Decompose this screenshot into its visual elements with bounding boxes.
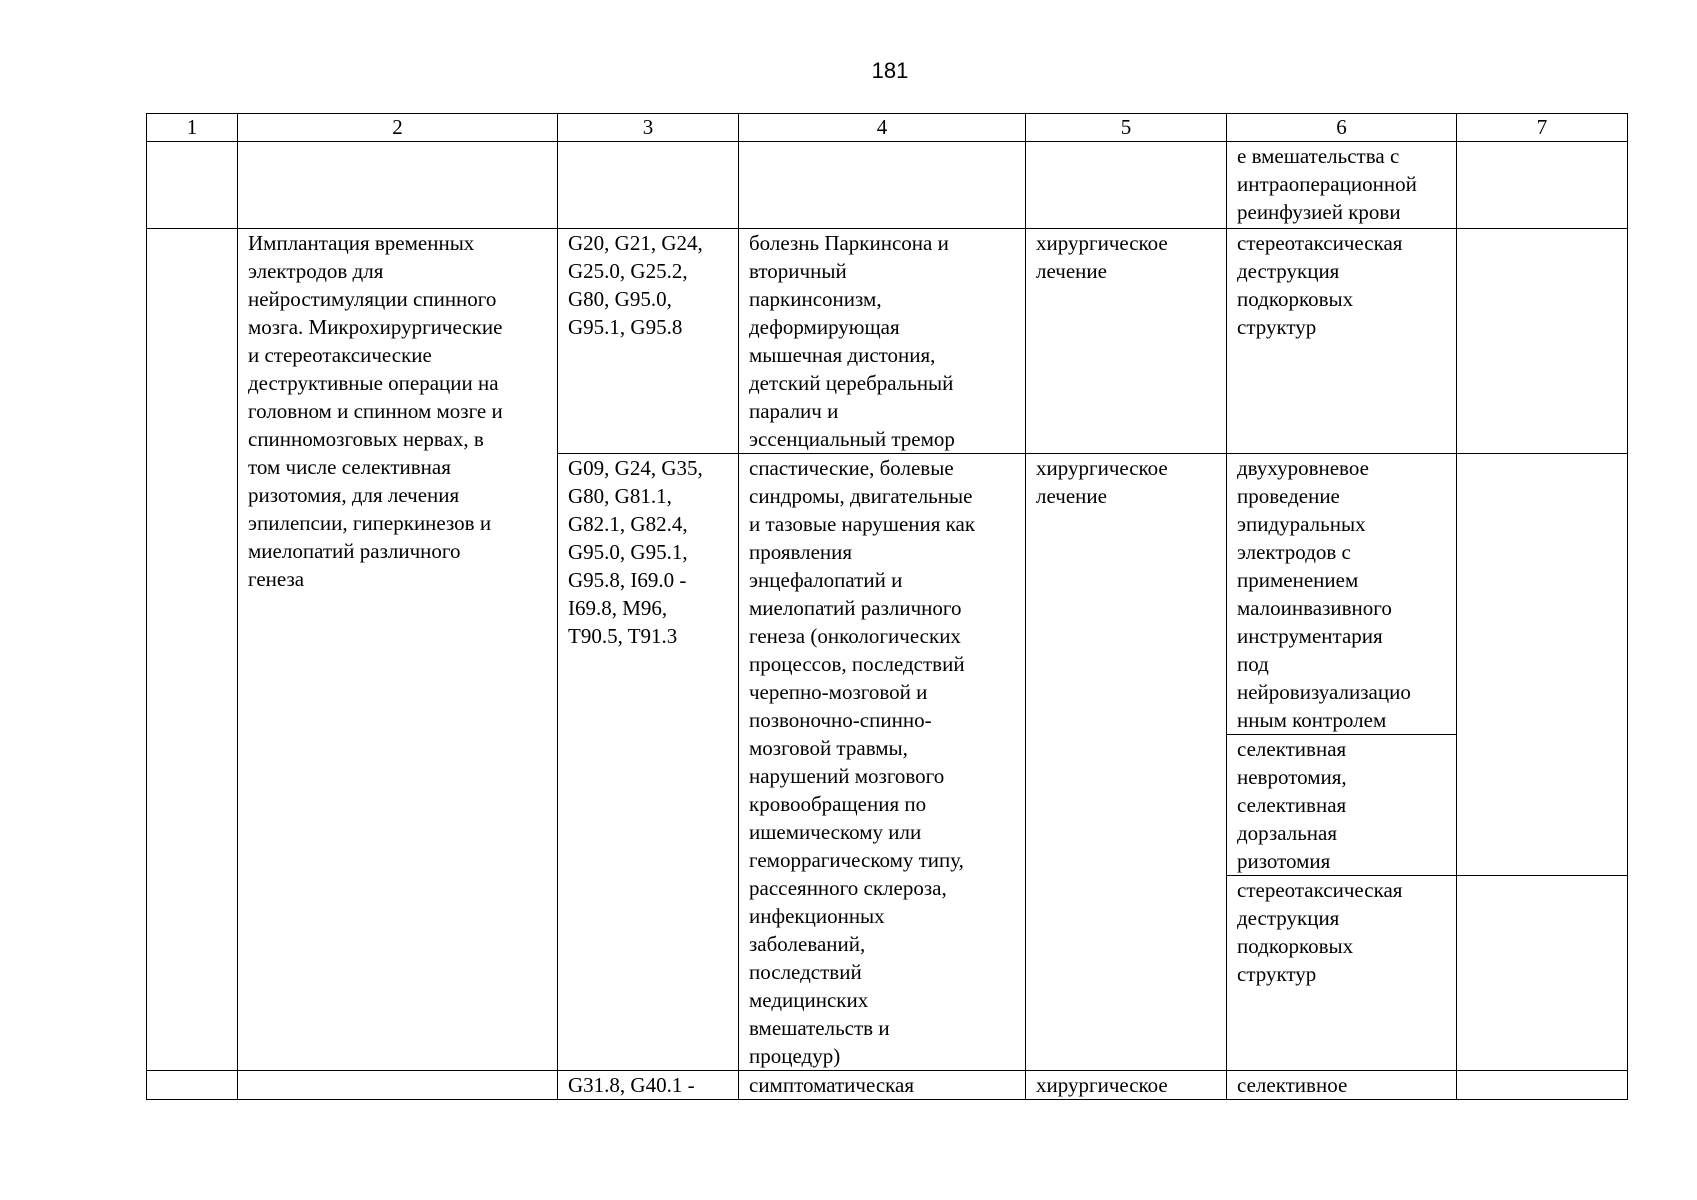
treatment-text: хирургическое: [1036, 1073, 1168, 1097]
codes-text: G31.8, G40.1 -: [568, 1073, 695, 1097]
cell-empty: [739, 142, 1026, 229]
method-text: селективная невротомия, селективная дорзальная ризотомия: [1237, 737, 1347, 873]
header-row: [147, 114, 1628, 142]
method-cell: [1227, 229, 1457, 454]
model-text: симптоматическая: [749, 1073, 915, 1097]
codes-cell: [558, 454, 739, 1071]
codes-text: G20, G21, G24, G25.0, G25.2, G80, G95.0, G95.1, G95.8: [568, 231, 703, 339]
cell-empty: [1457, 142, 1628, 229]
cell-empty: [238, 1071, 558, 1100]
table-row: [147, 1071, 1628, 1100]
codes-cell: [558, 229, 739, 454]
header-cell-7: 7: [1457, 114, 1628, 142]
cell-empty: [1026, 142, 1227, 229]
treatment-cell: [1026, 454, 1227, 1071]
cell-empty: [147, 1071, 238, 1100]
treatment-cell: [1026, 1071, 1227, 1100]
name-cell: [238, 229, 558, 1071]
header-cell-3: 3: [558, 114, 739, 142]
name-text: Имплантация временных электродов для нейростимуляции спинного мозга. Микрохирургические и стереотаксические деструктивные операции на головном и спинном мозге и спинномозговых нервах, в том числе селективная ризотомия, для лечения эпилепсии, гиперкинезов и миелопатий различного генеза: [248, 231, 503, 591]
method-text: стереотаксическая деструкция подкорковых структур: [1237, 878, 1403, 986]
model-text: болезнь Паркинсона и вторичный паркинсонизм, деформирующая мышечная дистония, детский церебральный паралич и эссенциальный тремор: [749, 231, 955, 451]
model-text: спастические, болевые синдромы, двигательные и тазовые нарушения как проявления энцефалопатий и миелопатий различного генеза (онкологических процессов, последствий черепно-мозговой и позвоночно-спинно- мозговой травмы, нарушений мозгового кровообращения по ишемическому или геморрагическому типу, рассеянного склероза, инфекционных заболеваний, последствий медицинских вмешательств и процедур): [749, 456, 976, 1068]
cell-empty: [558, 142, 739, 229]
method-cell: [1227, 454, 1457, 735]
table-row: [147, 142, 1628, 229]
model-cell: [739, 1071, 1026, 1100]
model-cell: [739, 454, 1026, 1071]
method-cell: [1227, 876, 1457, 1071]
header-cell-5: 5: [1026, 114, 1227, 142]
table-row: [147, 229, 1628, 454]
method-cell: [1227, 142, 1457, 229]
header-cell-6: 6: [1227, 114, 1457, 142]
cell-empty: [147, 142, 238, 229]
method-text: стереотаксическая деструкция подкорковых структур: [1237, 231, 1403, 339]
data-table: [146, 113, 1628, 1100]
method-cell: [1227, 1071, 1457, 1100]
page-number: 181: [871, 58, 909, 83]
method-text: двухуровневое проведение эпидуральных электродов с применением малоинвазивного инструментария под нейровизуализацио нным контролем: [1237, 456, 1411, 732]
cell-empty: [1457, 1071, 1628, 1100]
method-text: селективное: [1237, 1073, 1348, 1097]
codes-cell: [558, 1071, 739, 1100]
treatment-text: хирургическое лечение: [1036, 456, 1168, 508]
header-cell-1: 1: [147, 114, 238, 142]
model-cell: [739, 229, 1026, 454]
treatment-text: хирургическое лечение: [1036, 231, 1168, 283]
cell-empty: [1457, 454, 1628, 876]
cell-empty: [1457, 229, 1628, 454]
method-cell: [1227, 735, 1457, 876]
method-text: е вмешательства с интраоперационной реинфузией крови: [1237, 144, 1417, 224]
codes-text: G09, G24, G35, G80, G81.1, G82.1, G82.4, G95.0, G95.1, G95.8, I69.0 - I69.8, M96, T90.5, T91.3: [568, 456, 703, 648]
cell-empty: [1457, 876, 1628, 1071]
cell-empty: [238, 142, 558, 229]
treatment-cell: [1026, 229, 1227, 454]
cell-empty: [147, 229, 238, 1071]
header-cell-2: 2: [238, 114, 558, 142]
header-cell-4: 4: [739, 114, 1026, 142]
